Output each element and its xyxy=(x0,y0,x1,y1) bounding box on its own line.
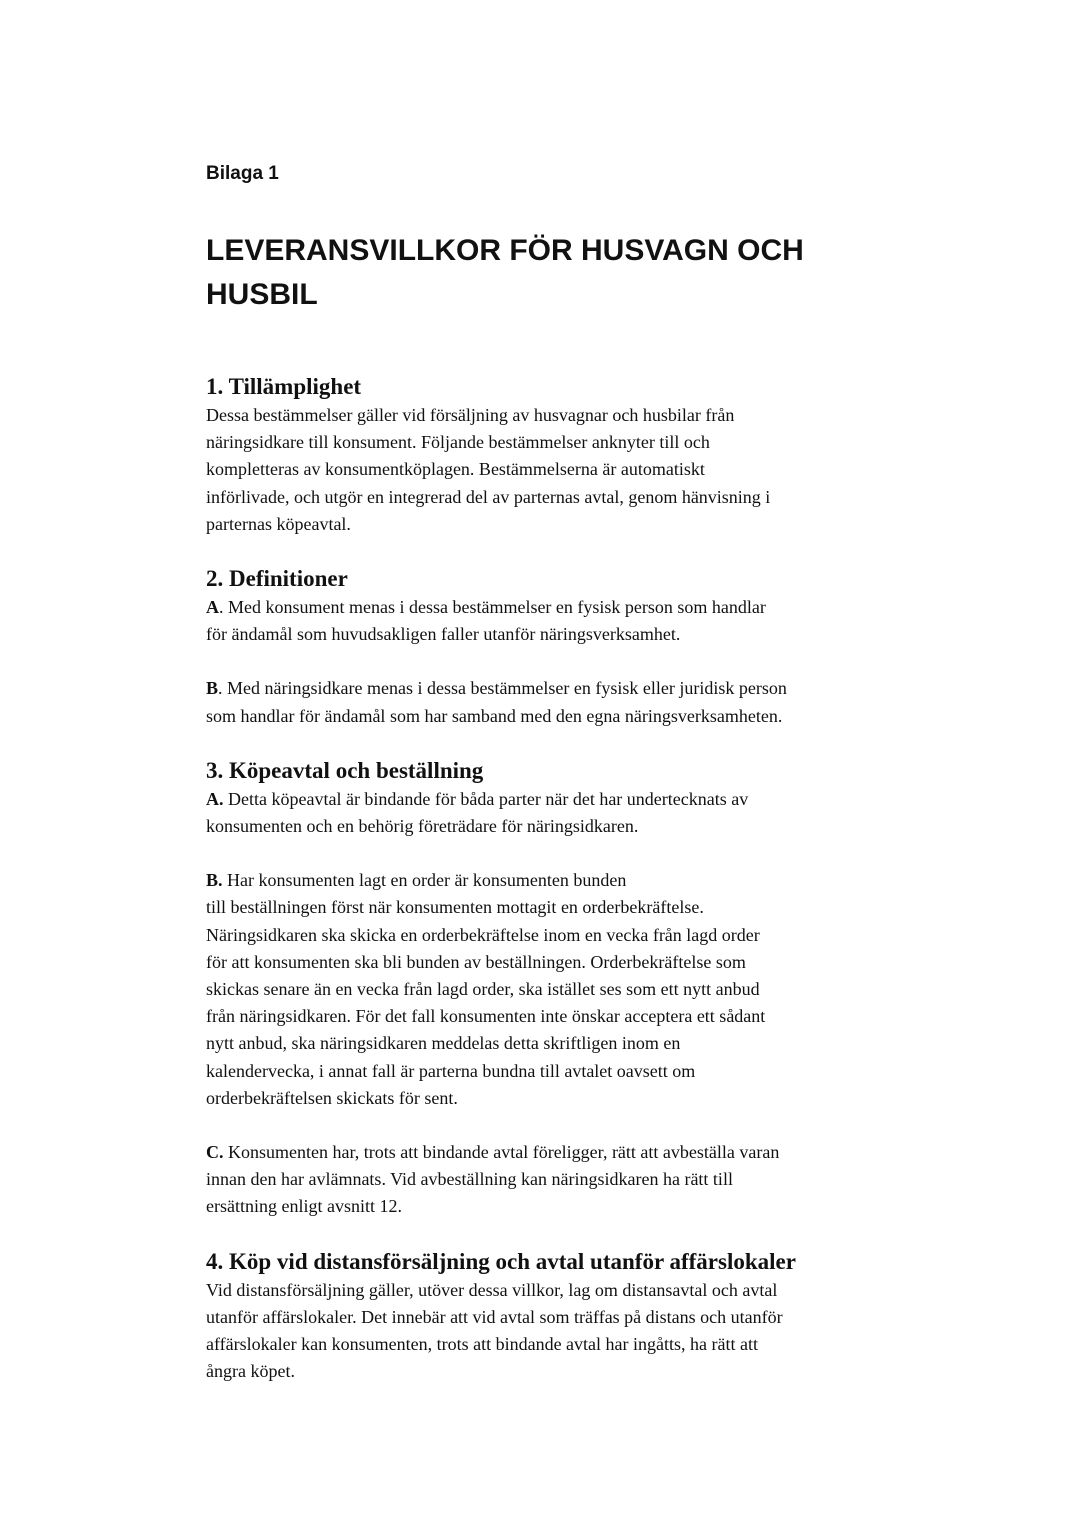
paragraph xyxy=(206,675,906,729)
paragraph xyxy=(206,402,906,538)
section-heading: 3. Köpeavtal och beställning xyxy=(206,757,484,783)
terms-content xyxy=(206,372,906,1411)
line-text: näringsidkare till konsument. Följande bestämmelser anknyter till och xyxy=(206,432,710,453)
paragraph-line xyxy=(206,1358,906,1385)
paragraph-line xyxy=(206,675,906,702)
paragraph xyxy=(206,786,906,840)
paragraph-line xyxy=(206,1058,906,1085)
paragraph-line xyxy=(206,456,906,483)
line-text: för ändamål som huvudsakligen faller utanför näringsverksamhet. xyxy=(206,624,681,645)
paragraph-line xyxy=(206,976,906,1003)
paragraph-line xyxy=(206,949,906,976)
section-heading: 1. Tillämplighet xyxy=(206,374,362,399)
paragraph-line xyxy=(206,1331,906,1358)
line-text: . Med näringsidkare menas i dessa bestämmelser en fysisk eller juridisk person xyxy=(218,678,787,699)
paragraph-line xyxy=(206,1304,906,1331)
line-text: Dessa bestämmelser gäller vid försäljning av husvagnar och husbilar från xyxy=(206,405,735,425)
paragraph-line xyxy=(206,813,906,840)
paragraph xyxy=(206,1139,906,1221)
line-text: införlivade, och utgör en integrerad del av parternas avtal, genom hänvisning i xyxy=(206,486,771,507)
line-text: till beställningen först när konsumenten mottagit en orderbekräftelse. xyxy=(206,897,704,918)
paragraph-line xyxy=(206,1139,906,1166)
line-text: från näringsidkaren. För det fall konsumenten inte önskar acceptera ett sådant xyxy=(206,1006,766,1027)
paragraph-line xyxy=(206,1003,906,1030)
line-text: Vid distansförsäljning gäller, utöver dessa villkor, lag om distansavtal och avtal xyxy=(206,1279,778,1300)
line-text: Detta köpeavtal är bindande för båda parter när det har undertecknats av xyxy=(223,788,749,809)
paragraph-gap xyxy=(206,1112,906,1139)
title-line: HUSBIL xyxy=(206,278,318,311)
paragraph-line xyxy=(206,786,906,813)
clause-marker: B. xyxy=(206,870,223,891)
line-text: för att konsumenten ska bli bunden av beställningen. Orderbekräftelse som xyxy=(206,951,746,972)
title-line: LEVERANSVILLKOR FÖR HUSVAGN OCH xyxy=(206,234,804,267)
line-text: affärslokaler kan konsumenten, trots att bindande avtal har ingåtts, ha rätt att xyxy=(206,1334,758,1355)
appendix-label: Bilaga 1 xyxy=(206,163,279,184)
line-text: Har konsumenten lagt en order är konsumenten bunden xyxy=(222,870,627,891)
paragraph-line xyxy=(206,894,906,921)
line-text: ersättning enligt avsnitt 12. xyxy=(206,1196,402,1217)
line-text: nytt anbud, ska näringsidkaren meddelas detta skriftligen inom en xyxy=(206,1033,681,1054)
line-text: skickas senare än en vecka från lagd order, ska istället ses som ett nytt anbud xyxy=(206,979,760,1000)
paragraph-line xyxy=(206,1166,906,1193)
paragraph xyxy=(206,1277,906,1386)
line-text: innan den har avlämnats. Vid avbeställning kan näringsidkaren ha rätt till xyxy=(206,1169,733,1190)
paragraph-gap xyxy=(206,840,906,867)
paragraph-line xyxy=(206,621,906,648)
paragraph xyxy=(206,867,906,1112)
paragraph-line xyxy=(206,867,906,894)
paragraph-line xyxy=(206,1030,906,1057)
line-text: Konsumenten har, trots att bindande avtal föreligger, rätt att avbeställa varan xyxy=(223,1142,780,1163)
paragraph-line xyxy=(206,1085,906,1112)
paragraph-line xyxy=(206,922,906,949)
line-text: Näringsidkaren ska skicka en orderbekräftelse inom en vecka från lagd order xyxy=(206,924,760,945)
line-text: kalendervecka, i annat fall är parterna bundna till avtalet oavsett om xyxy=(206,1060,696,1081)
paragraph-line xyxy=(206,1193,906,1220)
line-text: kompletteras av konsumentköplagen. Bestämmelserna är automatiskt xyxy=(206,459,705,480)
section-heading: 2. Definitioner xyxy=(206,566,348,592)
paragraph xyxy=(206,594,906,648)
clause-marker: C. xyxy=(206,1142,224,1163)
paragraph-line xyxy=(206,1277,906,1304)
line-text: ångra köpet. xyxy=(206,1361,295,1382)
line-text: som handlar för ändamål som har samband med den egna näringsverksamheten. xyxy=(206,705,783,726)
clause-marker: A xyxy=(206,597,219,618)
document-title xyxy=(206,229,846,317)
paragraph-line xyxy=(206,429,906,456)
paragraph-line xyxy=(206,703,906,730)
clause-marker: B xyxy=(206,678,219,699)
section-heading: 4. Köp vid distansförsäljning och avtal utanför affärslokaler xyxy=(206,1248,796,1274)
paragraph-line xyxy=(206,484,906,511)
line-text: . Med konsument menas i dessa bestämmelser en fysisk person som handlar xyxy=(219,597,766,618)
clause-marker: A. xyxy=(206,788,224,809)
line-text: konsumenten och en behörig företrädare för näringsidkaren. xyxy=(206,816,639,837)
section-3 xyxy=(206,756,906,1221)
line-text: parternas köpeavtal. xyxy=(206,513,351,534)
line-text: orderbekräftelsen skickats för sent. xyxy=(206,1087,458,1108)
paragraph-gap xyxy=(206,648,906,675)
line-text: utanför affärslokaler. Det innebär att vid avtal som träffas på distans och utanför xyxy=(206,1306,783,1327)
paragraph-line xyxy=(206,402,906,429)
section-1 xyxy=(206,372,906,538)
section-4 xyxy=(206,1247,906,1386)
paragraph-line xyxy=(206,511,906,538)
section-2 xyxy=(206,564,906,730)
paragraph-line xyxy=(206,594,906,621)
